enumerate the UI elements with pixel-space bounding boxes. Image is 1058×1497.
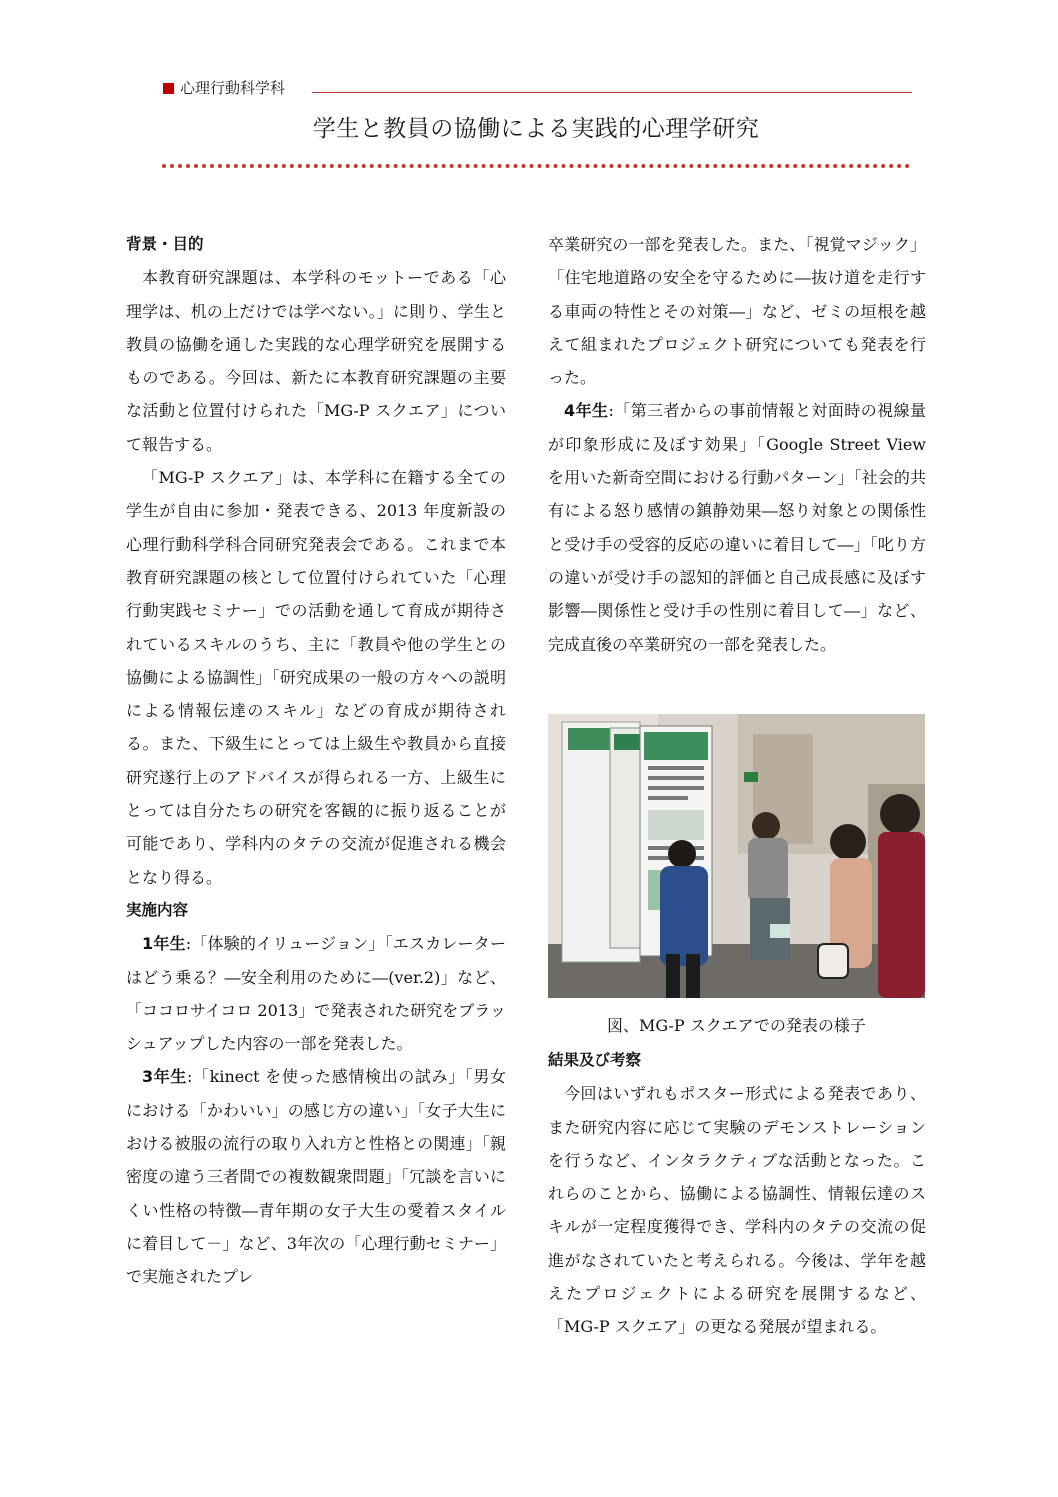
- right-column: [548, 228, 926, 661]
- year3-paragraph: [126, 1060, 506, 1293]
- header-rule: [312, 92, 912, 93]
- continued-paragraph: 卒業研究の一部を発表した。また、「視覚マジック」「住宅地道路の安全を守るために―抜け道を走行する車両の特性とその対策―」など、ゼミの垣根を越えて組まれたプロジェクト研究についても発表を行った。: [548, 235, 926, 388]
- results-paragraph: 今回はいずれもポスター形式による発表であり、また研究内容に応じて実験のデモンストレーションを行うなど、インタラクティブな活動となった。これらのことから、協働による協調性、情報伝達のスキルが一定程度獲得でき、学科内のタテの交流の促進がなされていたと考えられる。今後は、学年を越えたプロジェクトによる研究を展開するなど、「MG-P スクエア」の更なる発展が望まれる。: [548, 1084, 926, 1337]
- year1-label: 1年生: [142, 934, 186, 954]
- poster-session-photo: [548, 714, 925, 998]
- year4-text: :「第三者からの事前情報と対面時の視線量が印象形成に及ぼす効果」「Google Street View を用いた新奇空間における行動パターン」「社会的共有による怒り感情の鎮静効果―怒り対象との関係性と受け手の受容的反応の違いに着目して―」「叱り方の違いが受け手の認知的評価と自己成長感に及ぼす影響―関係性と受け手の性別に着目して―」など、完成直後の卒業研究の一部を発表した。: [548, 401, 926, 654]
- year3-label: 3年生: [142, 1067, 187, 1087]
- results-section: [548, 1044, 926, 1344]
- year3-text: :「kinect を使った感情検出の試み」「男女における「かわいい」の感じ方の違い」「女子大生における被服の流行の取り入れ方と性格との関連」「親密度の違う三者間での複数観衆問題」「冗談を言いにくい性格の特徴―青年期の女子大生の愛着スタイルに着目して－」など、3年次の「心理行動セミナー」で実施されたプレ: [126, 1067, 506, 1287]
- year4-paragraph: [548, 394, 926, 660]
- page-header: [160, 79, 912, 97]
- heading-results: 結果及び考察: [548, 1051, 642, 1069]
- background-paragraph-1: 本教育研究課題は、本学科のモットーである「心理学は、机の上だけでは学べない。」に則り、学生と教員の協働を通した実践的な心理学研究を展開するものである。今回は、新たに本教育研究課題の主要な活動と位置付けられた「MG-P スクエア」について報告する。: [126, 268, 506, 454]
- heading-background: 背景・目的: [126, 235, 204, 253]
- dotted-divider: [162, 164, 910, 168]
- heading-content: 実施内容: [126, 900, 189, 919]
- department-label: 心理行動科学科: [180, 79, 286, 97]
- year4-label: 4年生: [564, 401, 609, 421]
- year1-text: :「体験的イリュージョン」「エスカレーターはどう乗る？―安全利用のために―(ver.2)」など、「ココロサイコロ 2013」で発表された研究をブラッシュアップした内容の一部を発表した。: [126, 934, 506, 1054]
- left-column: [126, 228, 506, 1294]
- year1-paragraph: [126, 927, 506, 1060]
- background-paragraph-2: 「MG-P スクエア」は、本学科に在籍する全ての学生が自由に参加・発表できる、2013 年度新設の心理行動科学科合同研究発表会である。これまで本教育研究課題の核として位置付けられていた「心理行動実践セミナー」での活動を通して育成が期待されているスキルのうち、主に「教員や他の学生との協働による協調性」「研究成果の一般の方々への説明による情報伝達のスキル」などの育成が期待される。また、下級生にとっては上級生や教員から直接研究遂行上のアドバイスが得られる一方、上級生にとっては自分たちの研究を客観的に振り返ることが可能であり、学科内のタテの交流が促進される機会となり得る。: [126, 468, 506, 887]
- red-square-icon: [163, 83, 174, 94]
- page-title: 学生と教員の協働による実践的心理学研究: [312, 116, 760, 142]
- photo-caption: 図、MG-P スクエアでの発表の様子: [607, 1016, 866, 1035]
